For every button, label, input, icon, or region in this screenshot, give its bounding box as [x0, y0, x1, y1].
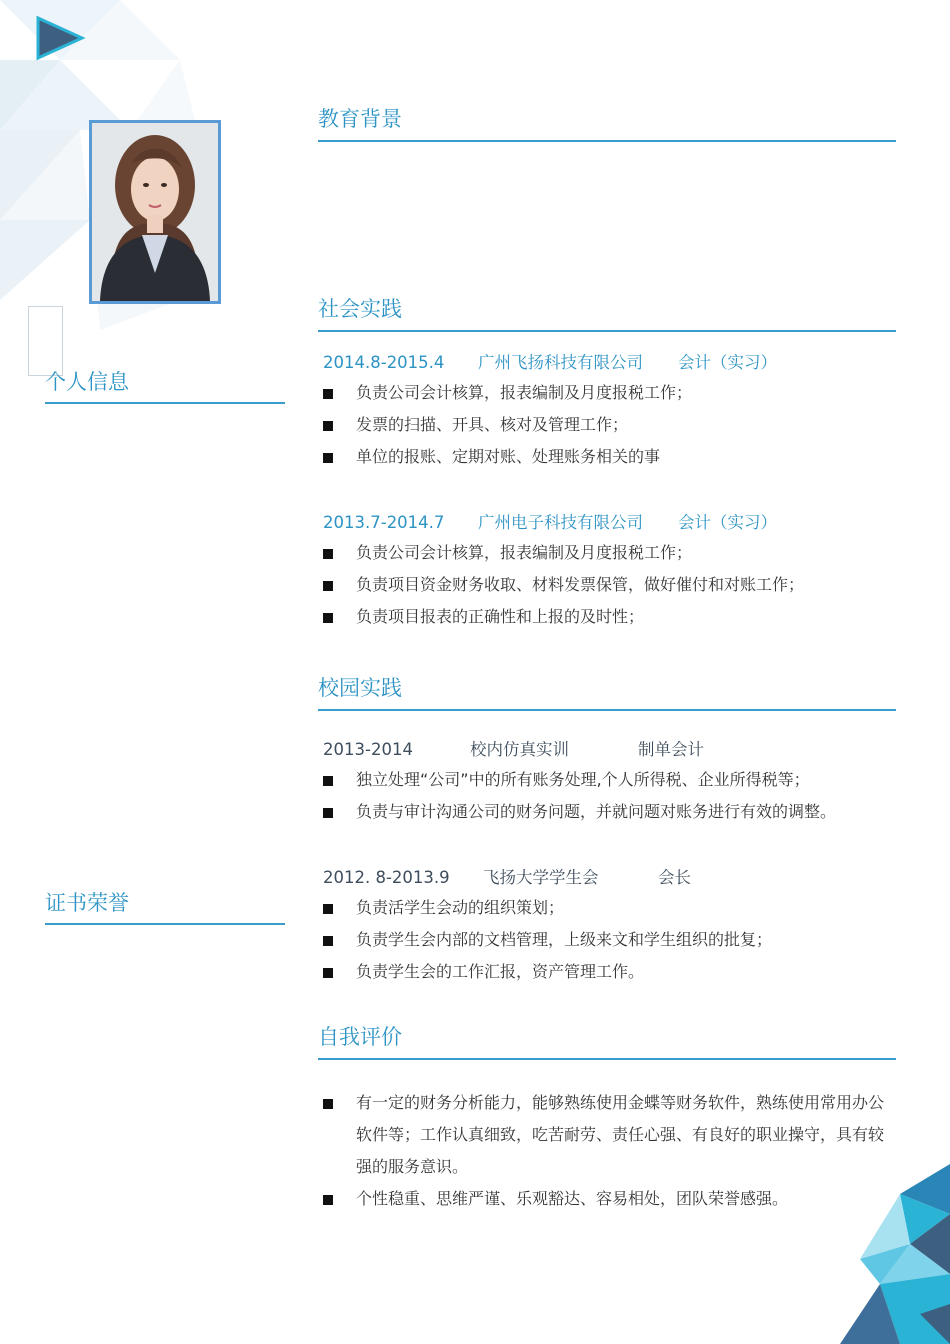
- triangle-decoration-bottom-right: [840, 1164, 950, 1344]
- list-item: 负责项目资金财务收取、材料发票保管，做好催付和对账工作；: [356, 569, 896, 601]
- list-item: 负责活学生会动的组织策划；: [356, 892, 896, 924]
- portrait-image: [92, 123, 218, 301]
- entry-date: 2014.8-2015.4: [323, 353, 445, 372]
- entry-role: 会计（实习）: [678, 513, 777, 532]
- entry-org: 广州飞扬科技有限公司: [478, 353, 643, 372]
- entry-org: 广州电子科技有限公司: [478, 513, 643, 532]
- social-entry-1-header: [323, 349, 777, 373]
- list-item: 负责学生会的工作汇报，资产管理工作。: [356, 956, 896, 988]
- personal-info-heading: 个人信息: [45, 366, 285, 404]
- social-entry-2-header: [323, 509, 777, 533]
- campus-practice-heading: 校园实践: [318, 672, 896, 711]
- list-item: 负责项目报表的正确性和上报的及时性；: [356, 601, 896, 633]
- entry-role: 会长: [658, 868, 691, 887]
- list-item: 独立处理“公司”中的所有账务处理,个人所得税、企业所得税等；: [356, 764, 896, 796]
- entry-org: 校内仿真实训: [470, 740, 569, 759]
- entry-date: 2013-2014: [323, 740, 413, 759]
- entry-role: 制单会计: [638, 740, 704, 759]
- entry-org: 飞扬大学学生会: [483, 868, 599, 887]
- profile-photo: [89, 120, 221, 304]
- social-practice-heading: 社会实践: [318, 293, 896, 332]
- self-evaluation-heading: 自我评价: [318, 1021, 896, 1060]
- list-item: 负责学生会内部的文档管理，上级来文和学生组织的批复；: [356, 924, 896, 956]
- list-item: 发票的扫描、开具、核对及管理工作；: [356, 409, 896, 441]
- campus-entry-2-header: [323, 864, 691, 888]
- list-item: 负责公司会计核算，报表编制及月度报税工作；: [356, 537, 896, 569]
- list-item: 单位的报账、定期对账、处理账务相关的事: [356, 441, 896, 473]
- list-item: 个性稳重、思维严谨、乐观豁达、容易相处，团队荣誉感强。: [356, 1183, 896, 1215]
- education-heading: 教育背景: [318, 103, 896, 142]
- certificates-heading: 证书荣誉: [45, 887, 285, 925]
- list-item: 负责公司会计核算，报表编制及月度报税工作；: [356, 377, 896, 409]
- list-item: 有一定的财务分析能力，能够熟练使用金蝶等财务软件，熟练使用常用办公软件等；工作认真细致，吃苦耐劳、责任心强、有良好的职业操守，具有较强的服务意识。: [356, 1087, 896, 1183]
- entry-role: 会计（实习）: [678, 353, 777, 372]
- campus-entry-1-header: [323, 736, 704, 760]
- entry-date: 2012. 8-2013.9: [323, 868, 450, 887]
- list-item: 负责与审计沟通公司的财务问题，并就问题对账务进行有效的调整。: [356, 796, 896, 828]
- entry-date: 2013.7-2014.7: [323, 513, 445, 532]
